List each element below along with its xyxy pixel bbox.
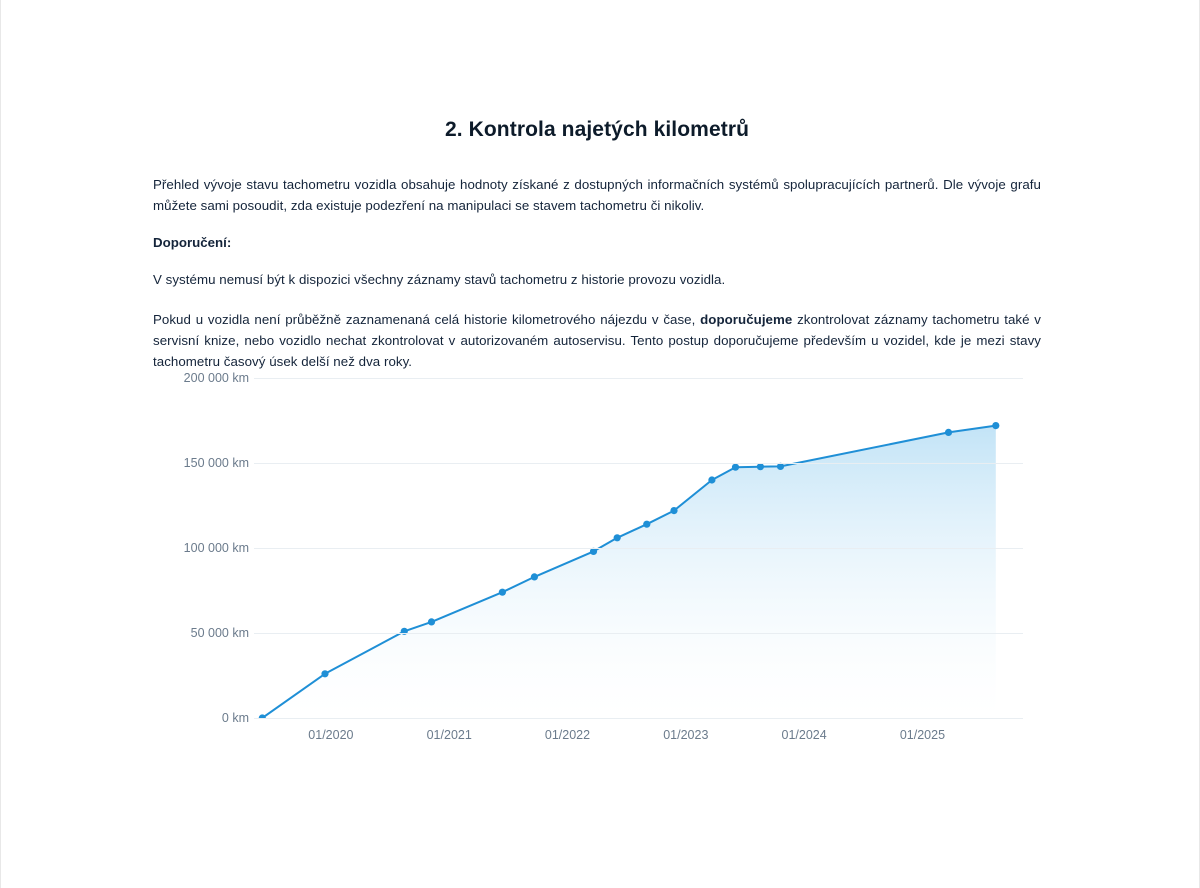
y-axis-tick-label: 100 000 km: [183, 541, 249, 555]
document-content: [153, 118, 1041, 372]
recommendation-label: Doporučení:: [153, 235, 232, 250]
gridline: [254, 633, 1023, 634]
data-point-marker: [757, 463, 764, 470]
gridline: [254, 463, 1023, 464]
data-point-marker: [992, 422, 999, 429]
odometer-chart: [153, 371, 1043, 758]
chart-inner: [153, 371, 1043, 758]
chart-plot-area: [254, 378, 1023, 718]
x-axis: [254, 718, 1023, 752]
data-point-marker: [708, 476, 715, 483]
data-point-marker: [945, 429, 952, 436]
y-axis-tick-label: 50 000 km: [190, 626, 249, 640]
recommendation-emphasis: doporučujeme: [700, 312, 793, 327]
recommendation-text-part2: zkontrolovat záznamy tachometru také v servisní knize, nebo vozidlo nechat zkontrolovat v autorizovaném autoservisu. Tento postup doporučujeme především u vozidel, kde je mezi stavy tachometru časový úsek delší než dva roky.: [153, 312, 1041, 369]
y-axis: [153, 371, 249, 725]
recommendation-paragraph: [153, 309, 1041, 372]
x-axis-tick-label: 01/2020: [308, 728, 354, 742]
data-point-marker: [321, 670, 328, 677]
data-point-marker: [499, 589, 506, 596]
intro-paragraph: Přehled vývoje stavu tachometru vozidla obsahuje hodnoty získané z dostupných informačních systémů spolupracujících partnerů. Dle vývoje grafu můžete sami posoudit, zda existuje podezření na manipulaci se stavem tachometru či nikoliv.: [153, 177, 1041, 213]
x-axis-tick-label: 01/2025: [899, 728, 946, 742]
data-point-marker: [732, 464, 739, 471]
y-axis-tick-label: 0 km: [221, 711, 249, 725]
data-point-marker: [643, 521, 650, 528]
data-point-marker: [614, 534, 621, 541]
data-point-marker: [428, 618, 435, 625]
page-title: 2. Kontrola najetých kilometrů: [444, 118, 750, 141]
data-point-marker: [531, 573, 538, 580]
x-axis-tick-label: 01/2022: [544, 728, 591, 742]
recommendation-text-part1: Pokud u vozidla není průběžně zaznamenaná celá historie kilometrového nájezdu v čase,: [153, 312, 701, 327]
x-axis-tick-label: 01/2021: [426, 728, 472, 742]
x-axis-tick-label: 01/2024: [781, 728, 827, 742]
gridline: [254, 548, 1023, 549]
y-axis-tick-label: 200 000 km: [183, 371, 249, 385]
gridline: [254, 378, 1023, 379]
y-axis-tick-label: 150 000 km: [183, 456, 249, 470]
system-note-paragraph: V systému nemusí být k dispozici všechny záznamy stavů tachometru z historie provozu vozidla.: [153, 272, 726, 287]
data-point-marker: [670, 507, 677, 514]
x-axis-tick-label: 01/2023: [663, 728, 709, 742]
